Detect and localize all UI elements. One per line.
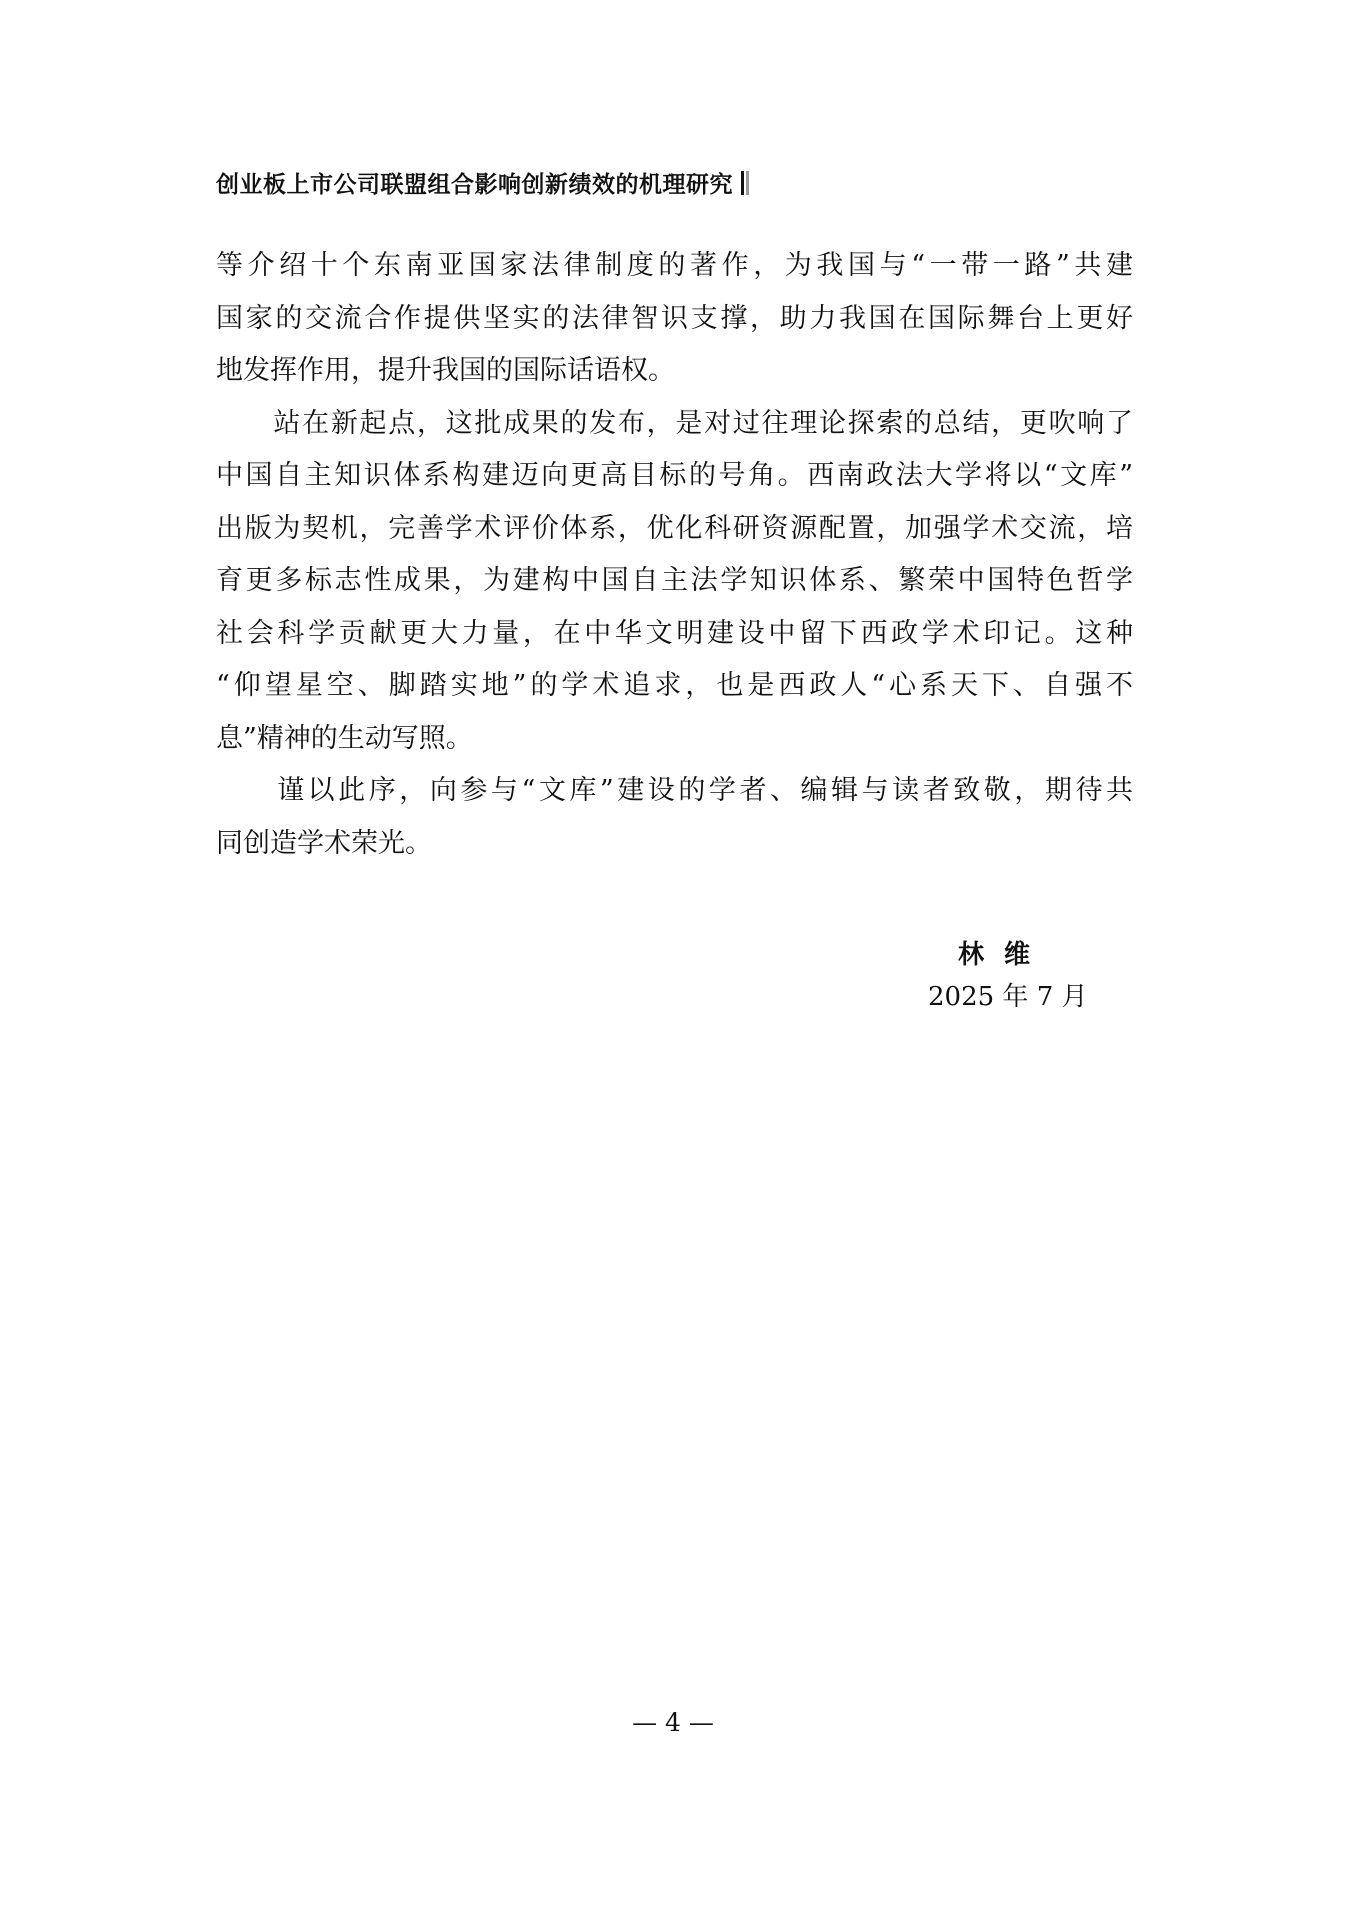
body-text	[216, 240, 1133, 870]
text-line: “仰望星空、脚踏实地”的学术追求，也是西政人“心系天下、自强不	[216, 670, 1133, 701]
header-bar-decoration	[741, 171, 750, 195]
text-line: 息”精神的生动写照。	[216, 722, 473, 754]
text-line: 国家的交流合作提供坚实的法律智识支撑，助力我国在国际舞台上更好	[216, 302, 1133, 334]
author-name: 林维	[958, 940, 1051, 970]
running-header	[216, 166, 750, 199]
text-line: 育更多标志性成果，为建构中国自主法学知识体系、繁荣中国特色哲学	[216, 565, 1133, 596]
text-line: 同创造学术荣光。	[216, 827, 432, 859]
text-line: 中国自主知识体系构建迈向更高目标的号角。西南政法大学将以“文库”	[216, 460, 1133, 491]
text-line: 谨以此序，向参与“文库”建设的学者、编辑与读者致敬，期待共	[216, 775, 1133, 806]
page-number: — 4 —	[632, 1708, 714, 1737]
book-title: 创业板上市公司联盟组合影响创新绩效的机理研究	[216, 172, 733, 198]
text-line: 社会科学贡献更大力量，在中华文明建设中留下西政学术印记。这种	[216, 617, 1133, 649]
text-line: 站在新起点，这批成果的发布，是对过往理论探索的总结，更吹响了	[216, 407, 1133, 439]
text-line: 等介绍十个东南亚国家法律制度的著作，为我国与“一带一路”共建	[216, 250, 1133, 281]
text-line: 地发挥作用，提升我国的国际话语权。	[216, 355, 675, 386]
signature-date: 2025 年 7 月	[928, 982, 1088, 1012]
signature-block	[928, 935, 1108, 1019]
text-line: 出版为契机，完善学术评价体系，优化科研资源配置，加强学术交流，培	[216, 512, 1133, 544]
